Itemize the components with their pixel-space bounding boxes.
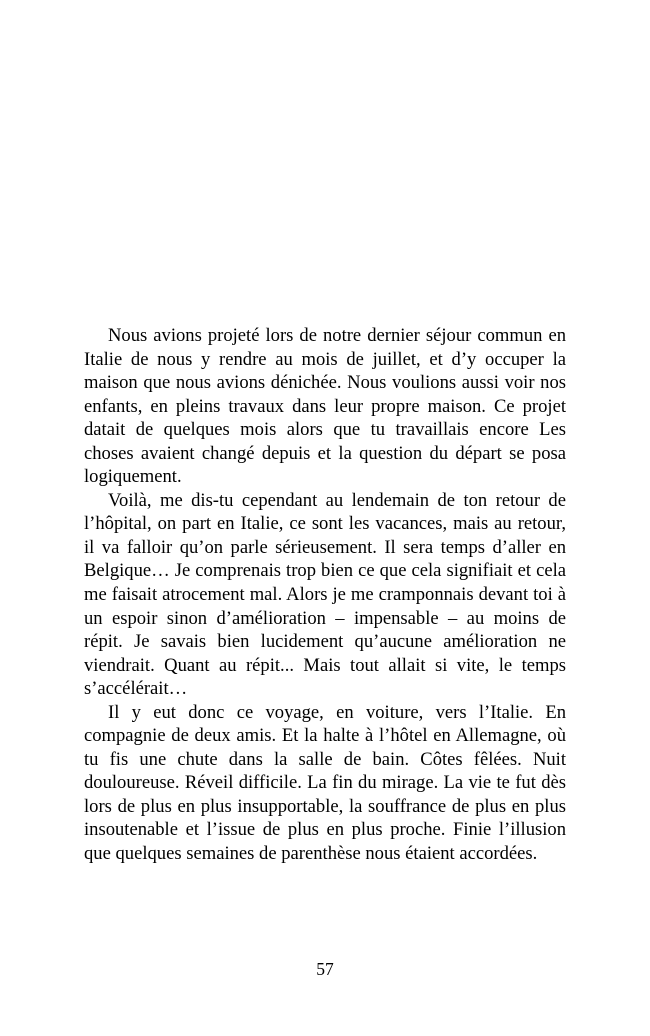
page-number: 57 — [316, 959, 334, 979]
paragraph-2: Voilà, me dis-tu cependant au lendemain de ton retour de l’hôpital, on part en Italie, ce sont les vacances, mais au retour, il va falloir qu’on parle sérieusement. Il sera temps d’aller en Belgique… Je comprenais trop bien ce que cela signifiait et cela me faisait atrocement mal. Alors je me cramponnais devant toi à un espoir sinon d’amélioration – impensable – au moins de répit. Je savais bien lucidement qu’aucune amélioration ne viendrait. Quant au répit... Mais tout allait si vite, le temps s’accélérait… — [84, 489, 566, 700]
page-body-text — [84, 324, 566, 866]
paragraph-3: Il y eut donc ce voyage, en voiture, vers l’Italie. En compagnie de deux amis. Et la halte à l’hôtel en Allemagne, où tu fis une chute dans la salle de bain. Côtes fêlées. Nuit douloureuse. Réveil difficile. La fin du mirage. La vie te fut dès lors de plus en plus insupportable, la souffrance de plus en plus insoutenable et l’issue de plus en plus proche. Finie l’illusion que quelques semaines de parenthèse nous étaient accordées. — [84, 701, 566, 865]
paragraph-1: Nous avions projeté lors de notre dernier séjour commun en Italie de nous y rendre au mois de juillet, et d’y occuper la maison que nous avions dénichée. Nous voulions aussi voir nos enfants, en pleins travaux dans leur propre maison. Ce projet datait de quelques mois alors que tu travaillais encore Les choses avaient changé depuis et la question du départ se posa logiquement. — [84, 325, 566, 488]
